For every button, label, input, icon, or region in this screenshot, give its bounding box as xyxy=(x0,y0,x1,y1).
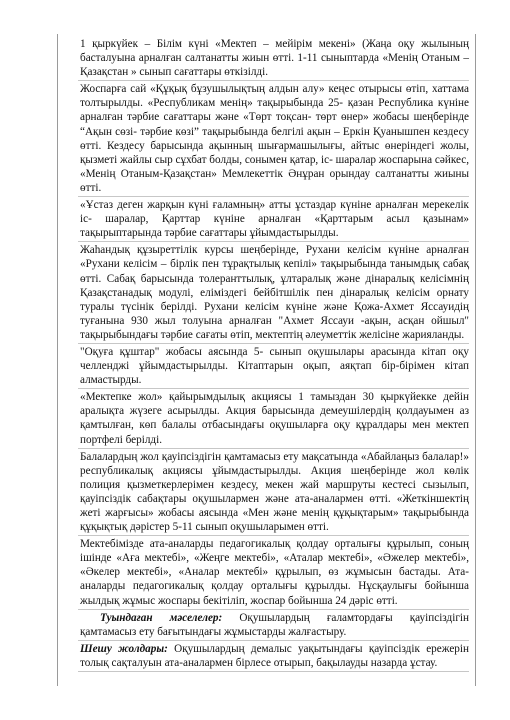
paragraph-road-safety xyxy=(78,448,469,536)
paragraph-road-to-school xyxy=(78,388,469,447)
paragraph-knowledge-day xyxy=(78,36,469,80)
paragraph-text: Балалардың жол қауіпсіздігін қамтамасыз ету мақсатында «Абайлаңыз балалар!» республикалық акциясы ұйымдастырылды. Акция шеңберінде жол көлік полиция қызметкерлерімен кездесу, мекен жай маршруты кестесі сызылып, қауіпсіздік сабақтары оқушылармен және ата-аналармен өтті. «Жеткіншектің жеті жарғысы» жобасы аясында «Мен және менің құқықтарым» тақырыбында құқықтық дәрістер 5-11 сынып оқушыларымен өтті. xyxy=(80,450,469,534)
paragraph-text: «Мектепке жол» қайырымдылық акциясы 1 тамыздан 30 қыркүйекке дейін аралықта жүзеге асырылды. Акция барысында демеушілердің қолдауымен аз қамтылған, көп балалы отбасындағы оқушыларға оқу құралдары мен мектеп портфелі берілді. xyxy=(80,391,469,446)
document-body xyxy=(78,36,469,672)
paragraph-text: "Оқуға құштар" жобасы аясында 5- сынып оқушылары арасында кітап оқу челленджі ұйымдастырылды. Кітаптарын оқып, аяқтап бір-бірімен кітап алмастырды. xyxy=(80,345,469,387)
paragraph-spiritual-harmony xyxy=(78,241,469,343)
paragraph-parent-support xyxy=(78,535,469,608)
paragraph-text: Жаһандық құзыреттілік курсы шеңберінде, Рухани келісім күніне арналған «Рухани келісім – бірлік пен тұрақтылық кепілі» тақырыбында танымдық сабақ өтті. Сабақ барысында толеранттылық, ұлтаралық және дінаралық келісімнің Қазақстанадық модулі, еліміздегі бейбітшілік пен дінаралық келісім орнату туралы түсінік берілді. Рухани келісім күніне және Қожа-Ахмет Яссауидің туғанына 930 жыл толуына арналған "Ахмет Яссауи -ақын, асқан ойшыл" тақырыбындағы тәрбие сағаты өтіп, мектептің әлеуметтік желісіне жарияланды. xyxy=(80,244,469,341)
paragraph-solutions xyxy=(78,640,469,672)
paragraph-reading-project xyxy=(78,343,469,388)
paragraph-crime-prevention xyxy=(78,80,469,196)
paragraph-text: Оқушылардың демалыс уақытындағы қауіпсіздік ережерін толық сақталуын ата-аналармен бірлесе отырып, бақылауды назарда ұстау. xyxy=(80,642,469,669)
paragraph-teachers-day xyxy=(78,196,469,241)
solutions-heading: Шешу жолдары: xyxy=(80,642,168,655)
paragraph-text: Мектебімізде ата-аналарды педагогикалық қолдау орталығы құрылып, соның ішінде «Аға мектебі», «Жеңге мектебі», «Аталар мектебі», «Әжелер мектебі», «Әкелер мектебі», «Аналар мектебі» құрылып, өз жұмысын бастады. Ата-аналарды педагогикалық қолдау орталығы құрылды. Нұсқаулығы бойынша жылдық жұмыс жоспары бекітіліп, жоспар бойынша 24 дәріс өтті. xyxy=(80,538,469,607)
paragraph-text: «Ұстаз деген жарқын күні ғаламның» атты ұстаздар күніне арналған мерекелік іс- шаралар, Қарттар күніне арналған «Қарттарым асыл қазынам» тақырыптарында тәрбие сағаттары ұйымдастырылды. xyxy=(80,199,469,240)
issues-heading: Туындаған мәселелер: xyxy=(100,611,223,624)
paragraph-text: Оқушылардың ғаламтордағы қауіпсіздігін қамтамасыз ету бағытындағы жұмыстарды жалғастыру. xyxy=(80,611,469,638)
paragraph-issues xyxy=(78,609,469,640)
paragraph-text: Жоспарға сай «Құқық бұзушылықтың алдын алу» кеңес отырысы өтіп, хаттама толтырылды. «Республикам менің» тақырыбында 25- қазан Республика күніне арналған тәрбие сағаттары және «Төрт тоқсан- төрт өнер» жобасы шеңберінде “Ақын сөзі- тәрбие көзі” тақырыбында белгілі ақын – Еркін Қуанышпен кездесу өтті. Кездесу барысында ақынның шығармашылығы, айтыс өнеріндегі жолы, қызметі жайлы сыр сұхбат болды, сонымен қатар, іс- шаралар жоспарына сәйкес, «Менің Отаным-Қазақстан» Мемлекеттік Әнұран орындау салтанатты жиыны өтті. xyxy=(80,83,469,194)
paragraph-text: 1 қыркүйек – Білім күні «Мектеп – мейірім мекені» (Жаңа оқу жылының басталуына арналған салтанатты жиын өтті. 1-11 сыныптарда «Менің Отаным –Қазақстан » сынып сағаттары өткізілді. xyxy=(80,38,469,79)
